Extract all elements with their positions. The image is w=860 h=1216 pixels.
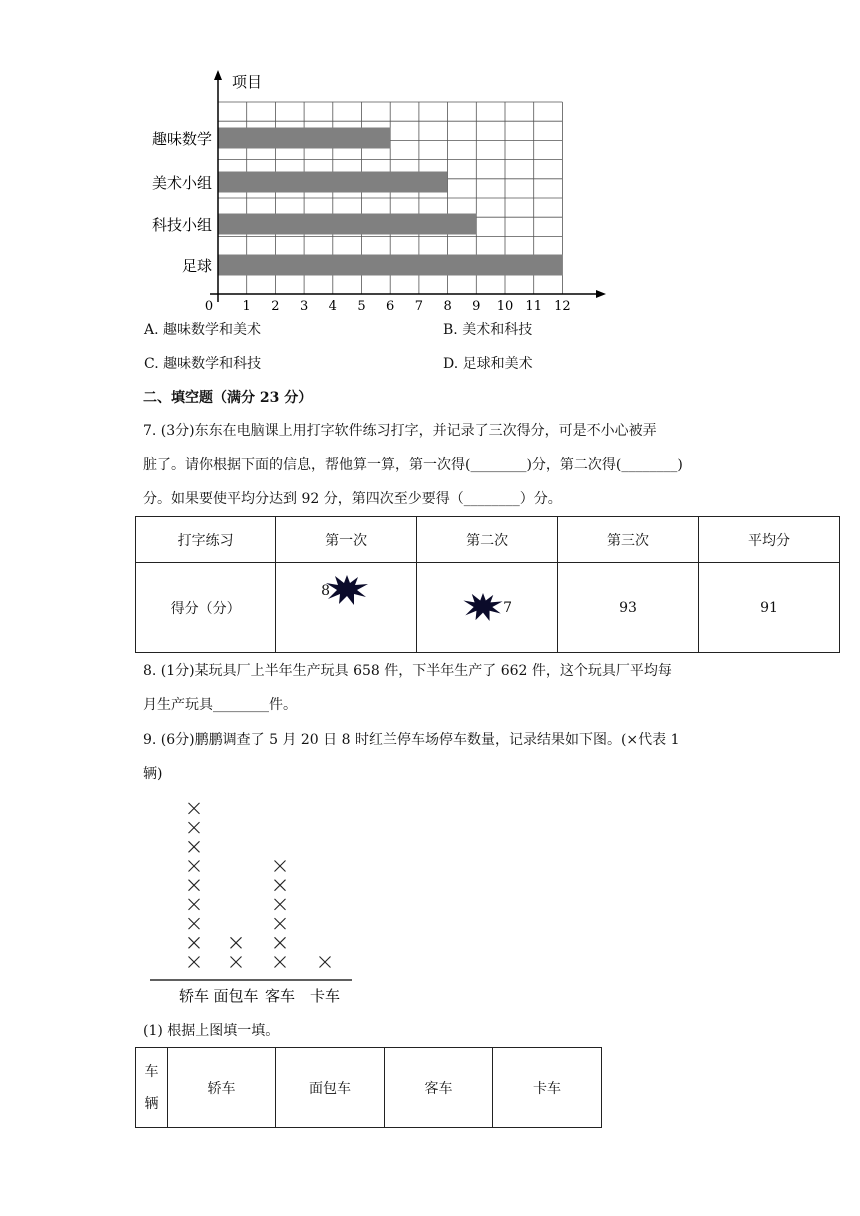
average-cell: 91: [699, 563, 840, 653]
col-cell: 卡车: [493, 1048, 602, 1128]
tick-label: 6: [386, 299, 395, 314]
option-a: A. 趣味数学和美术: [144, 322, 262, 338]
ink-blot-icon: [326, 575, 368, 605]
bar: [218, 172, 448, 193]
vehicle-table: [135, 1047, 602, 1128]
q7-line1: 7. (3分)东东在电脑课上用打字软件练习打字，并记录了三次得分，可是不小心被弄: [143, 423, 657, 439]
tick-label: 2: [271, 299, 280, 314]
col-cell: 客车: [385, 1048, 493, 1128]
bar: [218, 214, 476, 235]
q7-line2: 脏了。请你根据下面的信息，帮他算一算，第一次得(________)分，第二次得(________): [143, 457, 683, 473]
header-cell: 打字练习: [136, 517, 276, 563]
option-d: D. 足球和美术: [443, 356, 533, 372]
category-label: 趣味数学: [151, 130, 212, 148]
category-label: 科技小组: [151, 216, 212, 234]
x-mark: [189, 841, 200, 852]
header-cell: 平均分: [699, 517, 840, 563]
second-score-visible: 7: [503, 600, 513, 616]
x-mark: [275, 957, 286, 968]
table-header-row: [136, 517, 840, 563]
category-label: 客车: [264, 987, 296, 1005]
tick-label: 9: [472, 299, 481, 314]
option-b: B. 美术和科技: [443, 322, 533, 338]
x-mark: [231, 957, 242, 968]
tick-label: 0: [204, 299, 214, 314]
category-label: 美术小组: [151, 174, 212, 192]
y-axis-arrow-icon: [214, 70, 222, 80]
x-mark: [320, 957, 331, 968]
tick-label: 11: [525, 299, 542, 314]
tick-label: 7: [414, 299, 424, 314]
tick-label: 4: [328, 299, 337, 314]
chart-tick-labels: [205, 299, 571, 314]
second-score-cell: [417, 563, 558, 653]
header-cell: 第二次: [417, 517, 558, 563]
x-mark: [189, 918, 200, 929]
bar: [218, 128, 390, 149]
row-header-char: 辆: [144, 1095, 159, 1112]
tick-label: 12: [554, 299, 571, 314]
chart-labels: [152, 130, 212, 275]
x-mark: [189, 937, 200, 948]
x-mark: [189, 861, 200, 872]
score-table: [135, 516, 840, 653]
y-axis-title: 项目: [232, 73, 263, 91]
row-header-char: 车: [144, 1063, 159, 1080]
x-mark: [275, 899, 286, 910]
bar-chart: [0, 0, 860, 320]
q8-line2: 月生产玩具________件。: [143, 697, 297, 713]
x-mark-chart: [0, 790, 860, 1010]
section-title: 二、填空题（满分 23 分）: [143, 390, 313, 406]
table-row: [136, 563, 840, 653]
category-labels: [179, 987, 340, 1005]
x-mark: [231, 937, 242, 948]
header-cell: 第一次: [276, 517, 417, 563]
ink-blot-icon: [463, 593, 503, 621]
category-label: 面包车: [213, 987, 259, 1005]
tick-label: 8: [443, 299, 452, 314]
tick-label: 3: [299, 299, 309, 314]
x-mark: [275, 861, 286, 872]
option-c: C. 趣味数学和科技: [144, 356, 262, 372]
first-score-visible: 8: [321, 583, 331, 599]
x-mark: [189, 822, 200, 833]
x-mark: [189, 880, 200, 891]
q9-line1: 9. (6分)鹏鹏调查了 5 月 20 日 8 时红兰停车场停车数量，记录结果如下图。(×代表 1: [143, 732, 680, 748]
q9-line2: 辆): [143, 766, 163, 782]
category-label: 卡车: [309, 987, 341, 1005]
q7-line3: 分。如果要使平均分达到 92 分，第四次至少要得（________）分。: [143, 491, 562, 507]
x-marks: [189, 803, 331, 968]
category-label: 足球: [181, 257, 212, 275]
x-mark: [275, 937, 286, 948]
x-mark: [189, 803, 200, 814]
third-score-cell: 93: [558, 563, 699, 653]
category-label: 轿车: [178, 987, 210, 1005]
x-axis-arrow-icon: [596, 290, 606, 298]
x-mark: [275, 918, 286, 929]
x-mark: [275, 880, 286, 891]
col-cell: 轿车: [168, 1048, 276, 1128]
row-label: 得分（分）: [136, 563, 276, 653]
q9-sub1: (1) 根据上图填一填。: [143, 1023, 280, 1039]
table-row: [136, 1048, 602, 1128]
tick-label: 1: [242, 299, 251, 314]
bar: [218, 255, 562, 276]
first-score-cell: [276, 563, 417, 653]
x-mark: [189, 957, 200, 968]
tick-label: 10: [496, 299, 514, 314]
x-mark: [189, 899, 200, 910]
col-cell: 面包车: [276, 1048, 385, 1128]
tick-label: 5: [357, 299, 366, 314]
header-cell: 第三次: [558, 517, 699, 563]
q8-line1: 8. (1分)某玩具厂上半年生产玩具 658 件，下半年生产了 662 件，这个玩具厂平均每: [143, 663, 672, 679]
row-header: [136, 1048, 168, 1128]
